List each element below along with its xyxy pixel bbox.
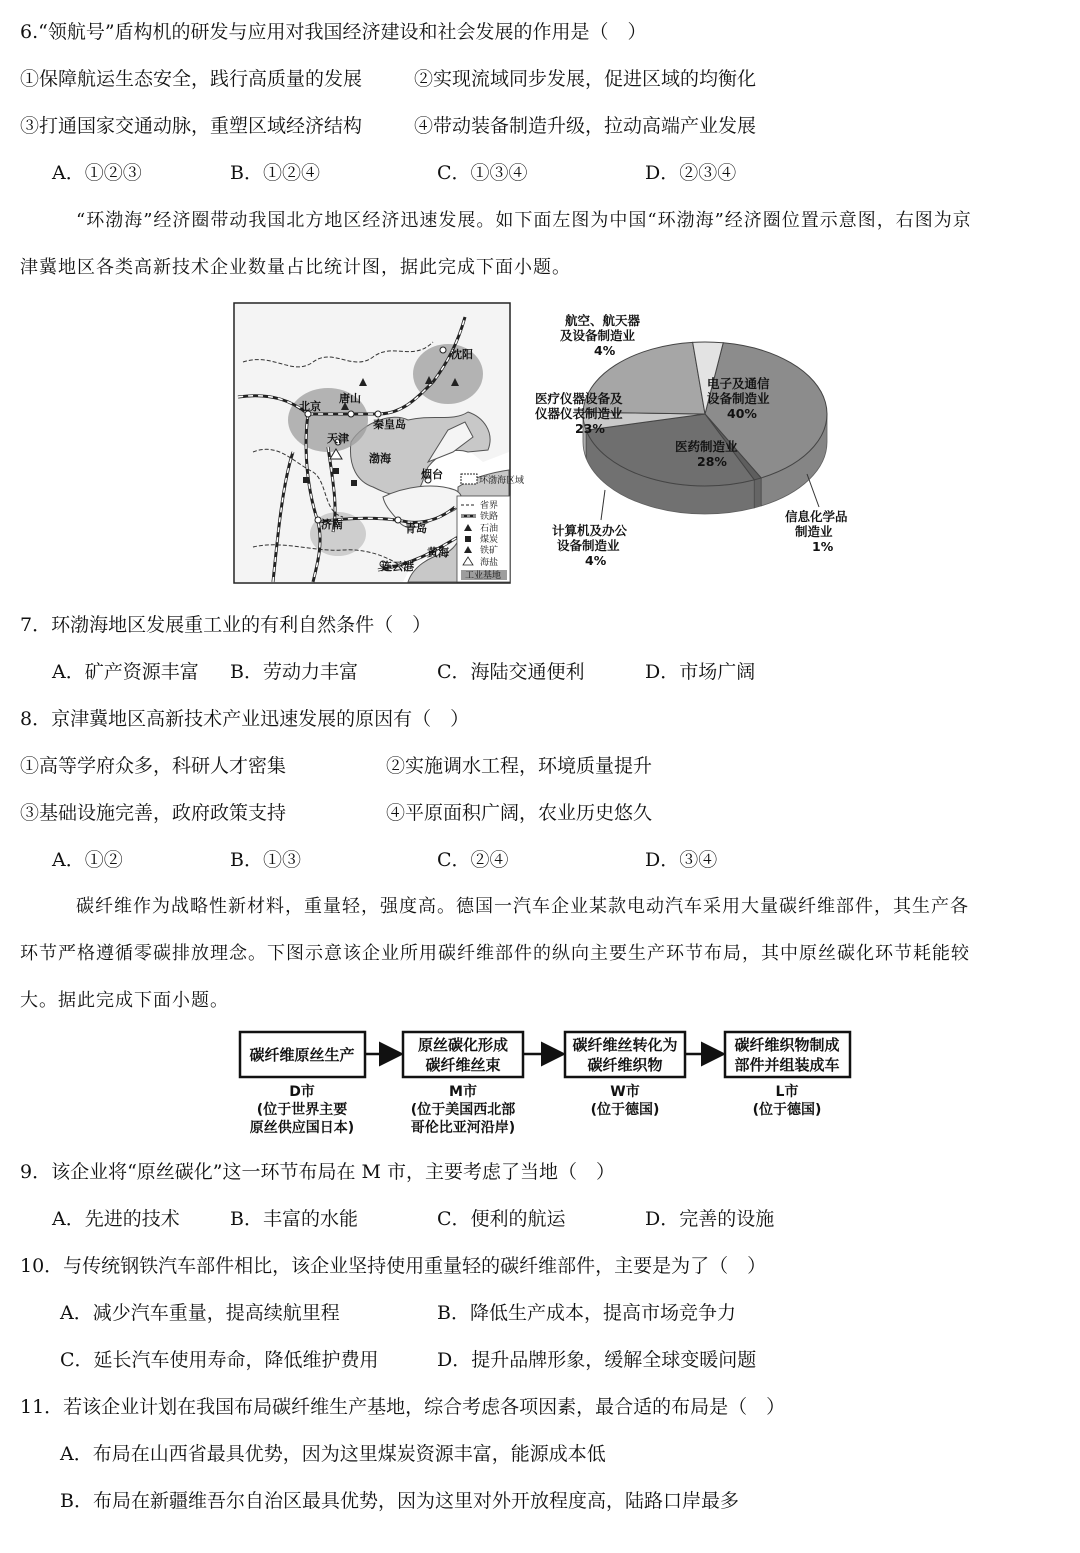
q7-option-b[interactable]: B．劳动力丰富: [230, 661, 358, 683]
intro2-line-1: 碳纤维作为战略性新材料，重量轻，强度高。德国一汽车企业某款电动汽车采用大量碳纤维部件，其生产各: [76, 896, 969, 917]
legend-iron: 铁矿: [480, 546, 499, 556]
map-city-tangshan: 唐山: [339, 392, 361, 405]
pie-side-infochem: [754, 478, 761, 508]
legend-bohai-region: 环渤海区域: [479, 476, 525, 486]
bohai-rim-map: [233, 302, 525, 584]
q6-stem: 6.“领航号”盾构机的研发与应用对我国经济建设和社会发展的作用是（ ）: [20, 21, 647, 43]
flow-step-2-note-1: (位于美国西北部: [410, 1102, 516, 1118]
pie-label-aero-1: 航空、航天器: [565, 313, 641, 328]
q8-option-c[interactable]: C．②④: [437, 849, 509, 871]
q9-stem: 9．该企业将“原丝碳化”这一环节布局在 M 市，主要考虑了当地（ ）: [20, 1161, 616, 1183]
map-city-yantai: 烟台: [421, 468, 443, 481]
map-city-beijing: 北京: [299, 400, 321, 413]
intro2-line-2: 环节严格遵循零碳排放理念。下图示意该企业所用碳纤维部件的纵向主要生产环节布局，其中原丝碳化环节耗能较: [20, 943, 970, 964]
pie-label-medical-2: 仪器仪表制造业: [535, 406, 623, 421]
flow-step-2-label-2: 碳纤维丝束: [425, 1056, 501, 1074]
pie-label-infochem-1: 信息化学品: [785, 509, 848, 524]
pie-label-electronics-2: 设备制造业: [707, 391, 770, 406]
pie-label-pharma-1: 医药制造业: [675, 439, 738, 454]
q9-option-c[interactable]: C．便利的航运: [437, 1208, 566, 1230]
q8-statement-2: ②实施调水工程，环境质量提升: [386, 755, 653, 777]
high-tech-pie-chart: [525, 302, 875, 584]
legend-railway: 铁路: [480, 512, 499, 522]
legend-oil: 石油: [480, 524, 499, 534]
map-city-shenyang: 沈阳: [451, 348, 473, 361]
q6-statement-1: ①保障航运生态安全，践行高质量的发展: [20, 68, 363, 90]
q6-statement-3: ③打通国家交通动脉，重塑区域经济结构: [20, 115, 363, 137]
flow-step-2-label-1: 原丝碳化形成: [417, 1036, 509, 1054]
q8-statement-4: ④平原面积广阔，农业历史悠久: [386, 802, 653, 824]
flow-step-4-city: L市: [775, 1084, 799, 1100]
q8-option-d[interactable]: D．③④: [645, 849, 718, 871]
map-sea-yellow: 黄海: [427, 546, 449, 559]
flow-step-3-note: (位于德国): [590, 1102, 660, 1118]
flow-step-1-label: 碳纤维原丝生产: [249, 1046, 355, 1064]
q9-option-a[interactable]: A．先进的技术: [52, 1208, 180, 1230]
q6-option-a[interactable]: A．①②③: [52, 162, 142, 184]
map-city-qinhuangdao: 秦皇岛: [373, 418, 406, 431]
legend-industrial: 工业基地: [465, 571, 502, 581]
q8-stem: 8．京津冀地区高新技术产业迅速发展的原因有（ ）: [20, 708, 470, 730]
map-city-lianyungang: 连云港: [381, 560, 414, 573]
q8-statement-1: ①高等学府众多，科研人才密集: [20, 755, 287, 777]
q11-stem: 11．若该企业计划在我国布局碳纤维生产基地，综合考虑各项因素，最合适的布局是（ ）: [20, 1396, 786, 1418]
map-sea-bohai: 渤海: [369, 452, 391, 465]
q6-statement-2: ②实现流域同步发展，促进区域的均衡化: [414, 68, 757, 90]
q10-stem: 10．与传统钢铁汽车部件相比，该企业坚持使用重量轻的碳纤维部件，主要是为了（ ）: [20, 1255, 767, 1277]
q6-option-d[interactable]: D．②③④: [645, 162, 737, 184]
map-city-qingdao: 青岛: [405, 522, 427, 535]
map-city-jinan: 济南: [321, 518, 343, 531]
q8-statement-3: ③基础设施完善，政府政策支持: [20, 802, 287, 824]
pie-label-infochem-2: 制造业: [795, 524, 833, 539]
q11-option-b[interactable]: B．布局在新疆维吾尔自治区最具优势，因为这里对外开放程度高，陆路口岸最多: [60, 1490, 739, 1512]
pie-label-computer-1: 计算机及办公: [552, 523, 628, 538]
q7-option-a[interactable]: A．矿产资源丰富: [52, 661, 199, 683]
pie-label-computer-pct: 4%: [585, 553, 607, 568]
q7-stem: 7．环渤海地区发展重工业的有利自然条件（ ）: [20, 614, 432, 636]
pie-label-infochem-pct: 1%: [812, 539, 834, 554]
flow-step-4-note: (位于德国): [752, 1102, 822, 1118]
legend-coal: 煤炭: [480, 535, 499, 545]
q7-option-c[interactable]: C．海陆交通便利: [437, 661, 585, 683]
pie-label-computer-2: 设备制造业: [557, 538, 620, 553]
pie-label-electronics-1: 电子及通信: [707, 376, 770, 391]
pie-label-aero-pct: 4%: [594, 343, 616, 358]
intro1-line-2: 津冀地区各类高新技术企业数量占比统计图，据此完成下面小题。: [20, 257, 571, 278]
q10-option-a[interactable]: A．减少汽车重量，提高续航里程: [60, 1302, 340, 1324]
flow-step-2-city: M市: [449, 1084, 477, 1100]
q8-option-b[interactable]: B．①③: [230, 849, 301, 871]
q6-option-b[interactable]: B．①②④: [230, 162, 320, 184]
pie-label-pharma-pct: 28%: [697, 454, 727, 469]
flow-step-3-label-2: 碳纤维织物: [587, 1056, 663, 1074]
pie-label-medical-pct: 23%: [575, 421, 605, 436]
flow-step-1-note-1: (位于世界主要: [256, 1102, 348, 1118]
flow-step-3-city: W市: [610, 1084, 640, 1100]
flow-step-3-label-1: 碳纤维丝转化为: [572, 1036, 678, 1054]
q6-option-c[interactable]: C．①③④: [437, 162, 528, 184]
q7-option-d[interactable]: D．市场广阔: [645, 661, 756, 683]
q9-option-d[interactable]: D．完善的设施: [645, 1208, 775, 1230]
q10-option-d[interactable]: D．提升品牌形象，缓解全球变暖问题: [437, 1349, 757, 1371]
pie-label-medical-1: 医疗仪器设备及: [535, 391, 623, 406]
legend-border: 省界: [480, 501, 499, 511]
legend-salt: 海盐: [480, 558, 499, 568]
intro2-line-3: 大。据此完成下面小题。: [20, 990, 229, 1011]
flow-step-1-note-2: 原丝供应国日本): [249, 1120, 355, 1136]
q10-option-b[interactable]: B．降低生产成本，提高市场竞争力: [437, 1302, 736, 1324]
map-city-tianjin: 天津: [327, 432, 349, 445]
pie-label-electronics-pct: 40%: [727, 406, 757, 421]
q11-option-a[interactable]: A．布局在山西省最具优势，因为这里煤炭资源丰富，能源成本低: [60, 1443, 606, 1465]
flow-step-1-city: D市: [289, 1084, 315, 1100]
carbon-fiber-flow-diagram: [235, 1020, 855, 1145]
pie-label-aero-2: 及设备制造业: [560, 328, 636, 343]
intro1-line-1: “环渤海”经济圈带动我国北方地区经济迅速发展。如下面左图为中国“环渤海”经济圈位置示意图，右图为京: [76, 210, 972, 231]
q6-statement-4: ④带动装备制造升级，拉动高端产业发展: [414, 115, 757, 137]
q8-option-a[interactable]: A．①②: [52, 849, 123, 871]
flow-step-2-note-2: 哥伦比亚河沿岸): [410, 1120, 516, 1136]
q10-option-c[interactable]: C．延长汽车使用寿命，降低维护费用: [60, 1349, 379, 1371]
flow-step-4-label-2: 部件并组装成车: [734, 1056, 840, 1074]
flow-step-4-label-1: 碳纤维织物制成: [734, 1036, 840, 1054]
q9-option-b[interactable]: B．丰富的水能: [230, 1208, 358, 1230]
